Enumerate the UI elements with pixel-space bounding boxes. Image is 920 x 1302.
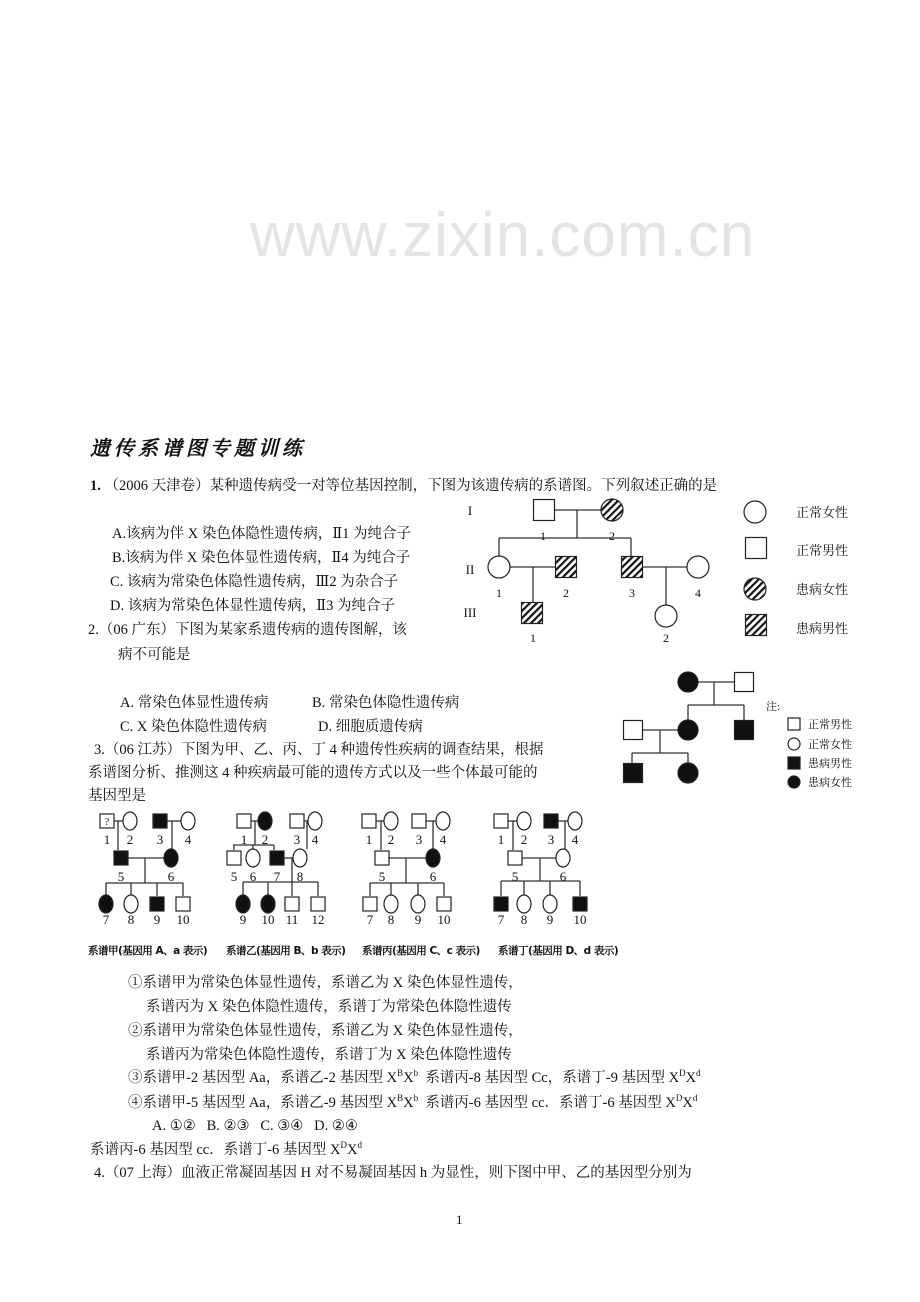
genotype-allele: d [696,1068,701,1078]
genotype-base: X [403,1095,414,1111]
individual-number: 1 [496,586,502,600]
individual-number: 2 [126,832,134,847]
normal-male-symbol [735,673,754,692]
individual-number: 1 [540,529,546,543]
watermark: www.zixin.com.cn [250,201,756,270]
affected-female-symbol [258,812,272,830]
q2-stem: 2.（06 广东）下图为某家系遗传病的遗传图解，该 [88,622,407,638]
normal-female-symbol [568,812,582,830]
individual-number: 4 [311,832,319,847]
individual-number: 2 [663,631,669,645]
individual-number: 11 [285,912,299,927]
affected-male-symbol [573,897,587,911]
individual-number: 4 [571,832,579,847]
individual-number: 3 [629,586,635,600]
individual-number: 1 [240,832,248,847]
statement-text: 系谱丙-8 基因型 Cc，系谱丁-9 基因型 [418,1070,669,1086]
legend-normal-female-icon [788,738,800,750]
generation-label: II [465,562,475,577]
individual-number: 9 [414,912,422,927]
individual-number: 3 [156,832,164,847]
statement-text: ③系谱甲-2 基因型 Aa，系谱乙-2 基因型 [128,1070,387,1086]
affected-female-symbol [678,763,698,783]
q3-choices: A. ①② B. ②③ C. ③④ D. ②④ [152,1118,358,1134]
unknown-mark: ? [104,817,110,828]
normal-male-symbol [237,814,251,828]
affected-female-symbol [236,895,250,913]
individual-number: 9 [153,912,161,927]
statement-text: ④系谱甲-5 基因型 Aa，系谱乙-9 基因型 [128,1095,387,1111]
individual-number: 4 [439,832,447,847]
individual-number: 6 [559,869,567,884]
normal-male-symbol [534,500,555,521]
individual-number: 2 [609,529,615,543]
normal-female-symbol [411,895,425,913]
normal-female-symbol [181,812,195,830]
genotype-base: X [347,1142,358,1158]
pedigree-d-caption: 系谱丁(基因用 D、d 表示) [498,945,619,957]
individual-number: 7 [497,912,505,927]
individual-number: 1 [365,832,373,847]
normal-male-symbol [285,897,299,911]
individual-number: 5 [511,869,519,884]
individual-number: 4 [695,586,701,600]
normal-female-symbol [384,895,398,913]
individual-number: 8 [127,912,135,927]
affected-male-symbol [522,603,543,624]
affected-male-symbol [150,897,164,911]
individual-number: 6 [167,869,175,884]
normal-male-symbol [227,851,241,865]
individual-number: 5 [117,869,125,884]
legend-label: 患病男性 [808,758,852,770]
individual-number: 2 [261,832,269,847]
genotype-allele: d [692,1093,698,1103]
individual-number: 9 [546,912,554,927]
affected-male-symbol [153,814,167,828]
genotype-allele: D [675,1093,683,1103]
q2-option-b: B. 常染色体隐性遗传病 [312,695,460,711]
genotype-base: X [403,1070,414,1086]
genotype-allele: b [413,1093,419,1103]
normal-female-symbol [123,812,137,830]
genotype-base: X [330,1142,341,1158]
individual-number: 3 [293,832,301,847]
affected-male-symbol [624,764,643,783]
q2-option-d: D. 细胞质遗传病 [318,719,423,735]
normal-male-symbol [311,897,325,911]
legend-label: 患病女性 [808,777,852,789]
affected-female-symbol [99,895,113,913]
legend-label: 正常女性 [796,505,849,520]
affected-female-symbol [601,499,623,521]
individual-number: 8 [387,912,395,927]
generation-label: I [467,503,473,518]
affected-female-symbol [426,849,440,867]
genotype-base: X [682,1095,693,1111]
legend-affected-female-icon [744,578,766,600]
individual-number: 1 [530,631,536,645]
affected-female-symbol [261,895,275,913]
q1-option-c: C. 该病为常染色体隐性遗传病，Ⅲ2 为杂合子 [110,574,399,590]
genotype-allele: d [357,1140,362,1150]
normal-female-symbol [308,812,322,830]
individual-number: 8 [296,869,304,884]
legend-normal-male-icon [746,538,767,559]
normal-male-symbol [290,814,304,828]
generation-label: III [463,605,477,620]
individual-number: 10 [437,912,451,927]
q4-stem: 4.（07 上海）血液正常凝固基因 H 对不易凝固基因 h 为显性，则下图中甲、乙的基因型分别为 [94,1165,692,1181]
q3-statement-2a: ②系谱甲为常染色体显性遗传，系谱乙为 X 染色体显性遗传， [128,1023,523,1039]
genotype-base: X [665,1095,676,1111]
normal-female-symbol [517,895,531,913]
normal-female-symbol [543,895,557,913]
individual-number: 3 [547,832,555,847]
genotype-base: X [668,1070,680,1086]
genotype-base: X [386,1095,398,1111]
individual-number: 12 [311,912,325,927]
q1-stem-text: （2006 天津卷）某种遗传病受一对等位基因控制，下图为该遗传病的系谱图。下列叙述正确的是 [104,478,718,494]
legend-label: 患病女性 [796,582,849,597]
legend-affected-female-icon [788,776,800,788]
individual-number: 5 [378,869,386,884]
q3-stem-line2: 系谱图分析、推测这 4 种疾病最可能的遗传方式以及一些个体最可能的 [88,765,538,781]
legend-affected-male-icon [746,615,767,636]
individual-number: 6 [429,869,437,884]
individual-number: 4 [184,832,192,847]
genotype-allele: D [679,1068,686,1078]
affected-female-symbol [164,849,178,867]
individual-number: 2 [520,832,528,847]
q3-stem-line1: 3.（06 江苏）下图为甲、乙、丙、丁 4 种遗传性疾病的调查结果，根据 [94,742,544,758]
normal-female-symbol [246,849,260,867]
normal-female-symbol [556,849,570,867]
affected-female-symbol [678,720,698,740]
genotype-base: X [386,1070,398,1086]
individual-number: 7 [102,912,110,927]
q3-statement-1a: ①系谱甲为常染色体显性遗传，系谱乙为 X 染色体显性遗传， [128,975,523,991]
normal-female-symbol [687,556,709,578]
individual-number: 2 [387,832,395,847]
genotype-allele: B [397,1068,404,1078]
normal-male-symbol [437,897,451,911]
normal-male-symbol [363,897,377,911]
legend-label: 正常男性 [796,543,849,558]
q3-statement-1b: 系谱丙为 X 染色体隐性遗传，系谱丁为常染色体隐性遗传 [146,999,512,1015]
affected-male-symbol [270,851,284,865]
q2-option-c: C. X 染色体隐性遗传病 [120,719,268,735]
normal-female-symbol [384,812,398,830]
individual-number: 6 [249,869,257,884]
legend-affected-male-icon [788,757,800,769]
individual-number: 10 [261,912,275,927]
affected-male-symbol [735,721,754,740]
statement-text: 系谱丙-6 基因型 cc．系谱丁-6 基因型 [90,1142,331,1158]
pedigree-b-caption: 系谱乙(基因用 B、b 表示) [226,945,346,957]
normal-female-symbol [124,895,138,913]
individual-number: 10 [176,912,190,927]
affected-male-symbol [622,557,643,578]
individual-number: 2 [563,586,569,600]
individual-number: 9 [239,912,247,927]
q3-stem-line3: 基因型是 [88,788,146,804]
normal-male-symbol [508,851,522,865]
legend-label: 正常男性 [808,719,852,731]
legend-label: 正常女性 [808,739,852,751]
affected-male-symbol [114,851,128,865]
normal-female-symbol [488,556,510,578]
q1-option-a: A.该病为伴 X 染色体隐性遗传病，Ⅱ1 为纯合子 [112,526,412,542]
affected-male-symbol [494,897,508,911]
pedigree-c-caption: 系谱丙(基因用 C、c 表示) [362,945,480,957]
genotype-allele: D [340,1140,348,1150]
statement-text: 系谱丙-6 基因型 cc．系谱丁-6 基因型 [418,1095,666,1111]
individual-number: 7 [273,869,281,884]
q2-option-a: A. 常染色体显性遗传病 [120,695,269,711]
individual-number: 1 [103,832,111,847]
affected-female-symbol [678,672,698,692]
q1-option-b: B.该病为伴 X 染色体显性遗传病，Ⅱ4 为纯合子 [112,550,411,566]
q1-number: 1. [90,478,101,494]
legend-normal-female-icon [744,501,766,523]
individual-number: 1 [497,832,505,847]
normal-female-symbol [436,812,450,830]
affected-male-symbol [544,814,558,828]
individual-number: 3 [415,832,423,847]
normal-female-symbol [293,849,307,867]
normal-male-symbol [412,814,426,828]
normal-male-symbol [362,814,376,828]
q3-statement-2b: 系谱丙为常染色体隐性遗传，系谱丁为 X 染色体隐性遗传 [146,1047,512,1063]
legend-label: 患病男性 [796,621,849,636]
genotype-base: X [685,1070,697,1086]
q1-option-d: D. 该病为常染色体显性遗传病，Ⅱ3 为纯合子 [110,598,395,614]
genotype-allele: b [413,1068,419,1078]
q2-stem-cont: 病不可能是 [118,647,191,663]
legend-normal-male-icon [788,718,800,730]
normal-male-symbol [375,851,389,865]
page-number: 1 [456,1212,463,1227]
affected-male-symbol [556,557,577,578]
normal-male-symbol [494,814,508,828]
individual-number: 10 [573,912,587,927]
individual-number: 7 [366,912,374,927]
normal-male-symbol [624,721,643,740]
normal-female-symbol [655,605,677,627]
individual-number: 5 [230,869,238,884]
normal-male-symbol [176,897,190,911]
document-title: 遗传系谱图专题训练 [90,438,306,460]
normal-female-symbol [517,812,531,830]
legend-note: 注: [766,701,781,713]
individual-number: 8 [520,912,528,927]
genotype-allele: B [397,1093,404,1103]
pedigree-a-caption: 系谱甲(基因用 A、a 表示) [88,945,208,957]
